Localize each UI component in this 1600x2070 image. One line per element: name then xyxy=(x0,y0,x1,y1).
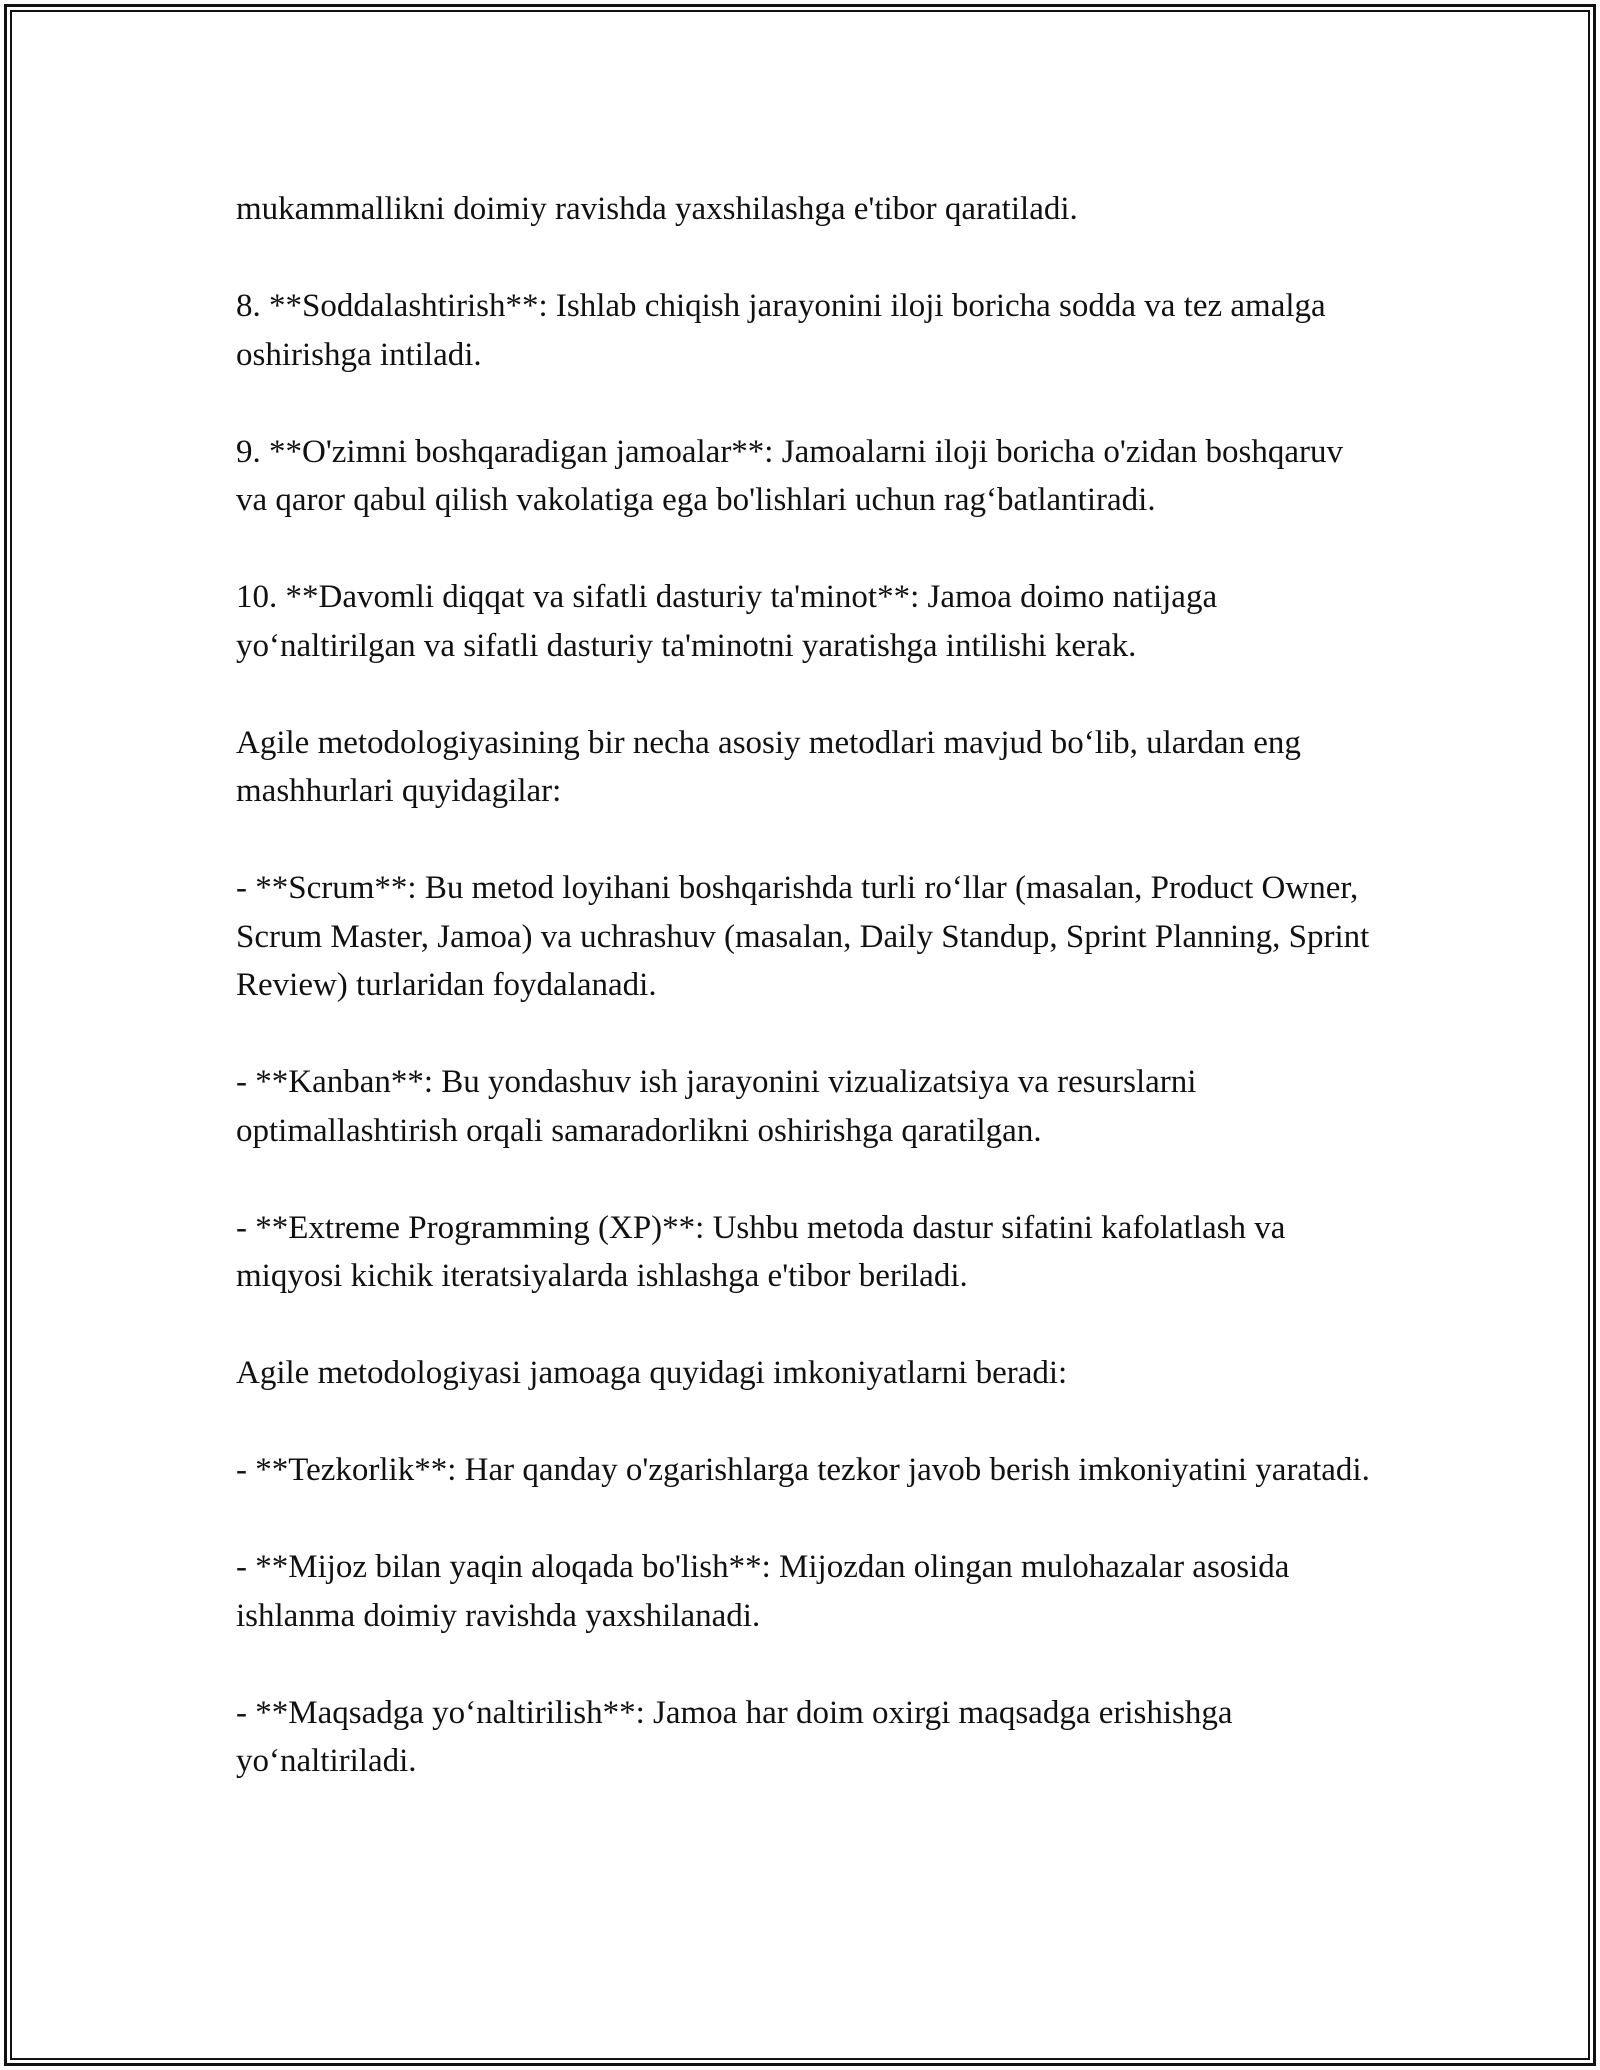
paragraph-goal: - **Maqsadga yo‘naltirilish**: Jamoa har doim oxirgi maqsadga erishishga yo‘naltiriladi. xyxy=(236,1694,1233,1779)
paragraph-benefits-intro: Agile metodologiyasi jamoaga quyidagi imkoniyatlarni beradi: xyxy=(236,1355,1068,1391)
paragraph-principle-8: 8. **Soddalashtirish**: Ishlab chiqish jarayonini iloji boricha sodda va tez amalga oshirishga intiladi. xyxy=(236,288,1326,373)
paragraph-methods-intro: Agile metodologiyasining bir necha asosiy metodlari mavjud bo‘lib, ulardan eng mashhurlari quyidagilar: xyxy=(236,724,1301,809)
document-body xyxy=(236,185,1376,1786)
paragraph-continuation: mukammallikni doimiy ravishda yaxshilashga e'tibor qaratiladi. xyxy=(236,191,1078,227)
paragraph-principle-9: 9. **O'zimni boshqaradigan jamoalar**: Jamoalarni iloji boricha o'zidan boshqaruv va qaror qabul qilish vakolatiga ega bo'lishlari uchun rag‘batlantiradi. xyxy=(236,433,1344,518)
paragraph-kanban: - **Kanban**: Bu yondashuv ish jarayonini vizualizatsiya va resurslarni optimallashtirish orqali samaradorlikni oshirishga qaratilgan. xyxy=(236,1064,1197,1149)
paragraph-scrum: - **Scrum**: Bu metod loyihani boshqarishda turli ro‘llar (masalan, Product Owner, Scrum Master, Jamoa) va uchrashuv (masalan, Daily Standup, Sprint Planning, Sprint Review) turlaridan foydalanadi. xyxy=(236,870,1370,1003)
paragraph-principle-10: 10. **Davomli diqqat va sifatli dasturiy ta'minot**: Jamoa doimo natijaga yo‘naltirilgan va sifatli dasturiy ta'minotni yaratishga intilishi kerak. xyxy=(236,579,1218,664)
paragraph-speed: - **Tezkorlik**: Har qanday o'zgarishlarga tezkor javob berish imkoniyatini yaratadi. xyxy=(236,1452,1370,1488)
paragraph-customer: - **Mijoz bilan yaqin aloqada bo'lish**: Mijozdan olingan mulohazalar asosida ishlanma doimiy ravishda yaxshilanadi. xyxy=(236,1549,1290,1634)
paragraph-xp: - **Extreme Programming (XP)**: Ushbu metoda dastur sifatini kafolatlash va miqyosi kichik iteratsiyalarda ishlashga e'tibor beriladi. xyxy=(236,1209,1286,1294)
